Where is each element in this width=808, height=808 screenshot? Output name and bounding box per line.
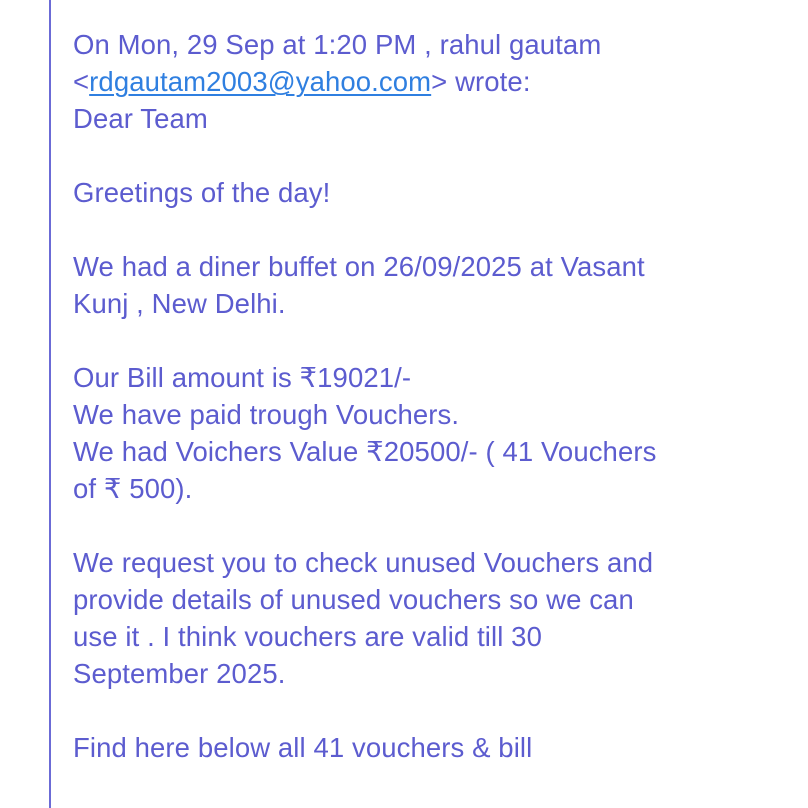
paragraph-dinner-line-1: We had a diner buffet on 26/09/2025 at Vasant [73, 251, 645, 282]
request-line-4: September 2025. [73, 658, 286, 689]
voucher-value-line-2: of ₹ 500). [73, 473, 193, 504]
voucher-value-line-1: We had Voichers Value ₹20500/- ( 41 Vouchers [73, 436, 657, 467]
paragraph-dinner-line-2: Kunj , New Delhi. [73, 288, 286, 319]
header-email-line [73, 63, 793, 100]
request-line-1: We request you to check unused Vouchers and [73, 547, 654, 578]
quoted-message [73, 26, 793, 766]
find-attachments-line: Find here below all 41 vouchers & bill [73, 732, 533, 763]
blank-line [73, 137, 793, 174]
bill-amount-line: Our Bill amount is ₹19021/- [73, 362, 412, 393]
salutation: Dear Team [73, 103, 208, 134]
header-prefix: On Mon, 29 Sep at 1:20 PM , rahul gautam [73, 29, 602, 60]
email-open-bracket: < [73, 66, 90, 97]
blank-line [73, 211, 793, 248]
email-link[interactable]: rdgautam2003@yahoo.com [89, 66, 432, 97]
blank-line [73, 322, 793, 359]
blank-line [73, 692, 793, 729]
request-line-3: use it . I think vouchers are valid till 30 [73, 621, 542, 652]
greeting: Greetings of the day! [73, 177, 331, 208]
request-line-2: provide details of unused vouchers so we can [73, 584, 634, 615]
paid-vouchers-line: We have paid trough Vouchers. [73, 399, 460, 430]
blank-line [73, 507, 793, 544]
header-line [73, 26, 793, 63]
quote-bar [49, 0, 51, 808]
wrote-label: > wrote: [431, 66, 531, 97]
